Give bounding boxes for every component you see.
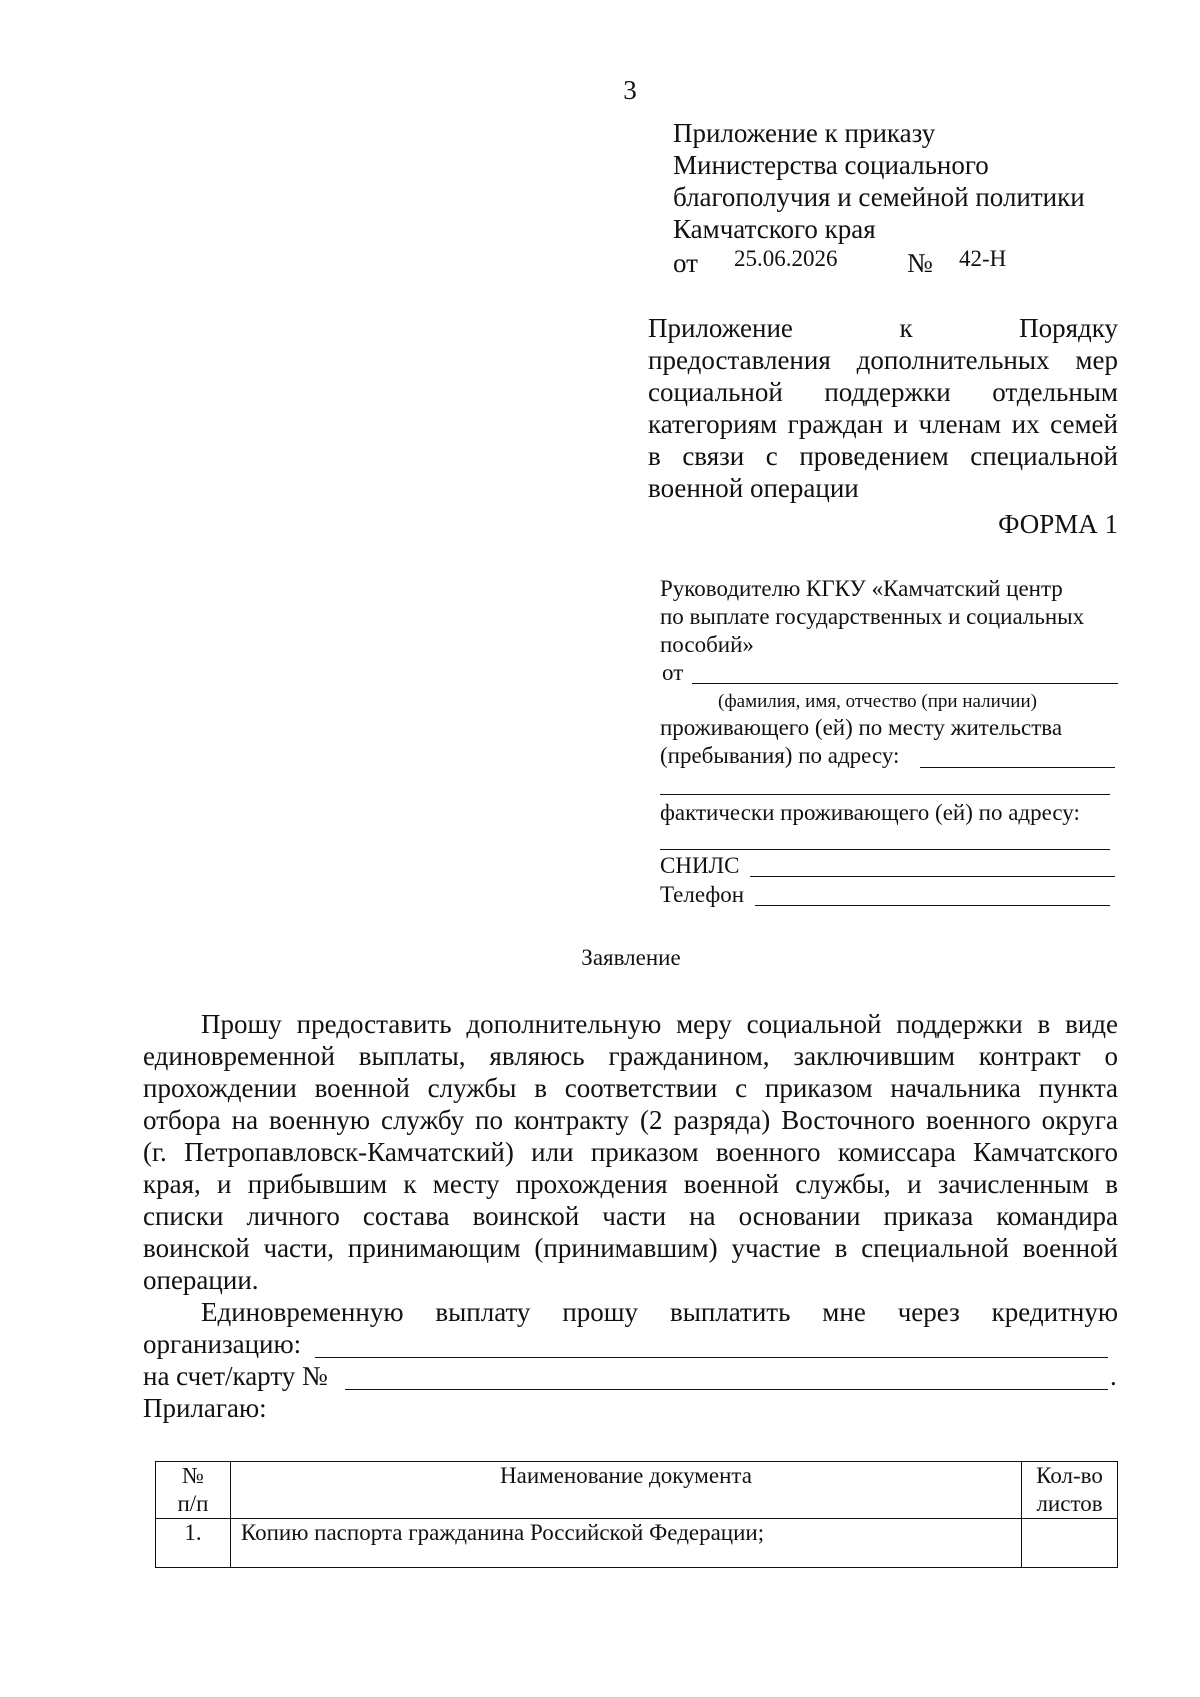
account-label: на счет/карту №	[143, 1361, 328, 1391]
account-field[interactable]	[345, 1389, 1108, 1390]
header-num-line: №	[181, 1463, 204, 1488]
form-label: ФОРМА 1	[998, 509, 1118, 539]
paragraph-line: края, и прибывшим к месту прохождения военной службы, и зачисленным в	[143, 1169, 1118, 1199]
account-end: .	[1110, 1361, 1117, 1391]
procedure-appendix	[648, 312, 1118, 504]
actual-address-label: фактически проживающего (ей) по адресу:	[660, 800, 1080, 825]
procedure-word: Порядку	[1019, 313, 1118, 343]
statement-title: Заявление	[581, 945, 681, 970]
payment-line: Единовременную выплату прошу выплатить мне через кредитную	[201, 1297, 1118, 1327]
header-doc-name: Наименование документа	[230, 1462, 1021, 1519]
procedure-appendix-first-line	[648, 312, 1118, 344]
order-appendix-header	[673, 117, 1153, 245]
procedure-line: категориям граждан и членам их семей	[648, 409, 1118, 439]
header-num	[156, 1462, 231, 1519]
procedure-line: социальной поддержки отдельным	[648, 377, 1118, 407]
row-doc-name: Копию паспорта гражданина Российской Федерации;	[230, 1519, 1021, 1568]
order-appendix-line: благополучия и семейной политики	[673, 182, 1085, 212]
snils-label: СНИЛС	[660, 853, 740, 878]
procedure-word: Приложение	[648, 313, 793, 343]
snils-field[interactable]	[750, 876, 1115, 877]
row-qty[interactable]	[1022, 1519, 1118, 1568]
header-num-line: п/п	[177, 1491, 209, 1516]
applicant-name-hint: (фамилия, имя, отчество (при наличии)	[718, 691, 1037, 712]
residence-label-2: (пребывания) по адресу:	[660, 743, 900, 768]
header-qty-line: Кол-во	[1036, 1463, 1103, 1488]
header-qty	[1022, 1462, 1118, 1519]
page-number: 3	[623, 75, 637, 105]
organization-field[interactable]	[315, 1357, 1108, 1358]
paragraph-line: Прошу предоставить дополнительную меру социальной поддержки в виде	[201, 1009, 1118, 1039]
order-appendix-line: Министерства социального	[673, 150, 989, 180]
paragraph-line: (г. Петропавловск-Камчатский) или приказом военного комиссара Камчатского	[143, 1137, 1118, 1167]
order-appendix-line: Камчатского края	[673, 214, 876, 244]
order-date: 25.06.2026	[734, 246, 838, 271]
table-header-row	[156, 1462, 1118, 1519]
paragraph-line: воинской части, принимающим (принимавшим) участие в специальной военной	[143, 1233, 1118, 1263]
addressee-line: Руководителю КГКУ «Камчатский центр	[660, 576, 1063, 601]
paragraph-line: единовременной выплаты, являюсь гражданином, заключившим контракт о	[143, 1041, 1118, 1071]
procedure-word: к	[899, 313, 913, 343]
header-qty-line: листов	[1036, 1491, 1103, 1516]
order-number-prefix: №	[907, 248, 933, 278]
paragraph-line: списки личного состава воинской части на основании приказа командира	[143, 1201, 1118, 1231]
procedure-line: предоставления дополнительных мер	[648, 345, 1118, 375]
applicant-name-field[interactable]	[692, 683, 1118, 684]
actual-address-field[interactable]	[660, 849, 1110, 850]
addressee-line: по выплате государственных и социальных	[660, 604, 1085, 629]
row-num: 1.	[156, 1519, 231, 1568]
phone-label: Телефон	[660, 882, 745, 907]
paragraph-line: отбора на военную службу по контракту (2 разряда) Восточного военного округа	[143, 1105, 1118, 1135]
order-number: 42-Н	[959, 246, 1007, 271]
statement-paragraph	[143, 1008, 1118, 1328]
documents-table	[155, 1461, 1118, 1568]
residence-label-1: проживающего (ей) по месту жительства	[660, 715, 1063, 740]
attach-label: Прилагаю:	[143, 1393, 267, 1423]
addressee-line: пособий»	[660, 632, 754, 657]
table-row	[156, 1519, 1118, 1568]
order-appendix-line: Приложение к приказу	[673, 118, 936, 148]
order-date-prefix: от	[673, 248, 698, 278]
organization-label: организацию:	[143, 1329, 302, 1359]
paragraph-line: операции.	[143, 1265, 259, 1295]
residence-address-field[interactable]	[920, 767, 1115, 768]
procedure-line: в связи с проведением специальной	[648, 441, 1118, 471]
from-label: от	[662, 660, 684, 685]
paragraph-line: прохождении военной службы в соответствии с приказом начальника пункта	[143, 1073, 1118, 1103]
procedure-line: военной операции	[648, 473, 859, 503]
addressee-block	[660, 575, 1130, 659]
residence-address-field-2[interactable]	[660, 794, 1110, 795]
phone-field[interactable]	[755, 905, 1110, 906]
